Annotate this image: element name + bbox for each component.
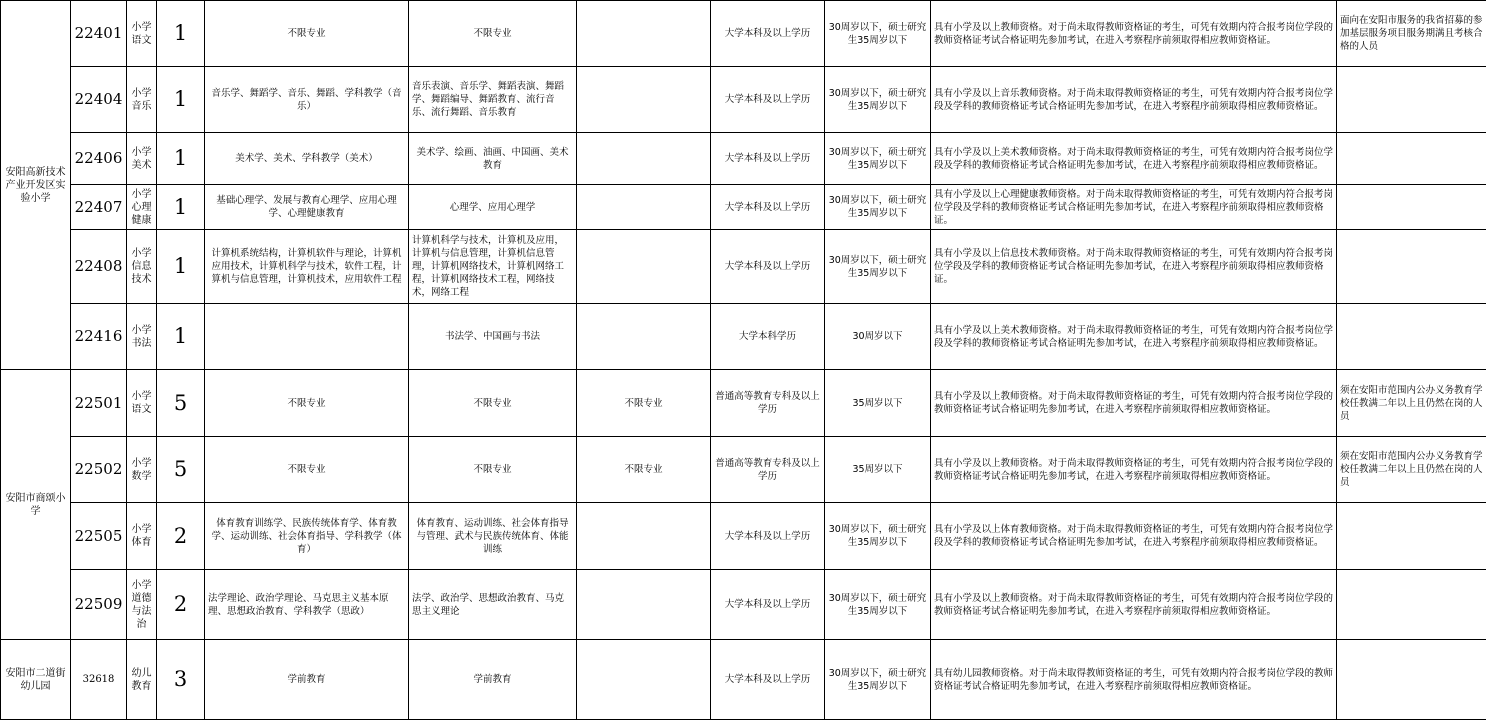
education: 大学本科及以上学历: [711, 503, 825, 570]
note: 须在安阳市范围内公办义务教育学校任教满二年以上且仍然在岗的人员: [1337, 437, 1486, 503]
conditions: 具有小学及以上音乐教师资格。对于尚未取得教师资格证的考生，可凭有效期内符合报考岗位学段及学科的教师资格证考试合格证明先参加考试，在进入考察程序前须取得相应教师资格证。: [931, 67, 1337, 133]
post-code: 22416: [71, 304, 127, 370]
conditions: 具有小学及以上心理健康教师资格。对于尚未取得教师资格证的考生，可凭有效期内符合报考岗位学段及学科的教师资格证考试合格证明先参加考试，在进入考察程序前须取得相应教师资格证。: [931, 185, 1337, 230]
age-limit: 30周岁以下，硕士研究生35周岁以下: [825, 1, 931, 67]
unit-name: 安阳市二道街幼儿园: [1, 640, 71, 720]
age-limit: 30周岁以下，硕士研究生35周岁以下: [825, 185, 931, 230]
post-code: 22502: [71, 437, 127, 503]
note: [1337, 503, 1486, 570]
education: 大学本科及以上学历: [711, 133, 825, 185]
education: 大学本科及以上学历: [711, 185, 825, 230]
table-row: [1, 370, 1486, 437]
major-other: [577, 570, 711, 640]
education: 大学本科及以上学历: [711, 67, 825, 133]
hire-count: 3: [157, 640, 205, 720]
post-code: 22407: [71, 185, 127, 230]
conditions: 具有小学及以上教师资格。对于尚未取得教师资格证的考生，可凭有效期内符合报考岗位学段的教师资格证考试合格证明先参加考试，在进入考察程序前须取得相应教师资格证。: [931, 370, 1337, 437]
note: 面向在安阳市服务的我省招募的参加基层服务项目服务期满且考核合格的人员: [1337, 1, 1486, 67]
major-college: [205, 304, 409, 370]
conditions: 具有小学及以上美术教师资格。对于尚未取得教师资格证的考生，可凭有效期内符合报考岗位学段及学科的教师资格证考试合格证明先参加考试，在进入考察程序前须取得相应教师资格证。: [931, 304, 1337, 370]
post-name: 小学体育: [127, 503, 157, 570]
hire-count: 1: [157, 304, 205, 370]
major-college: 不限专业: [205, 437, 409, 503]
table-row: [1, 67, 1486, 133]
age-limit: 35周岁以下: [825, 437, 931, 503]
conditions: 具有小学及以上教师资格。对于尚未取得教师资格证的考生，可凭有效期内符合报考岗位学段的教师资格证考试合格证明先参加考试，在进入考察程序前须取得相应教师资格证。: [931, 570, 1337, 640]
table-row: [1, 304, 1486, 370]
major-grad: 法学、政治学、思想政治教育、马克思主义理论: [409, 570, 577, 640]
conditions: 具有小学及以上教师资格。对于尚未取得教师资格证的考生，可凭有效期内符合报考岗位学段的教师资格证考试合格证明先参加考试，在进入考察程序前须取得相应教师资格证。: [931, 1, 1337, 67]
note: [1337, 230, 1486, 304]
post-code: 22501: [71, 370, 127, 437]
major-college: 不限专业: [205, 370, 409, 437]
major-other: [577, 304, 711, 370]
table-row: [1, 570, 1486, 640]
major-grad: 音乐表演、音乐学、舞蹈表演、舞蹈学、舞蹈编导、舞蹈教育、流行音乐、流行舞蹈、音乐教育: [409, 67, 577, 133]
age-limit: 30周岁以下，硕士研究生35周岁以下: [825, 503, 931, 570]
education: 大学本科及以上学历: [711, 1, 825, 67]
major-other: 不限专业: [577, 437, 711, 503]
age-limit: 30周岁以下，硕士研究生35周岁以下: [825, 133, 931, 185]
post-name: 小学音乐: [127, 67, 157, 133]
education: 大学本科学历: [711, 304, 825, 370]
hire-count: 1: [157, 1, 205, 67]
note: [1337, 133, 1486, 185]
major-college: 美术学、美术、学科教学（美术）: [205, 133, 409, 185]
post-name: 小学美术: [127, 133, 157, 185]
table-row: [1, 437, 1486, 503]
major-grad: 不限专业: [409, 437, 577, 503]
major-other: [577, 133, 711, 185]
major-college: 体育教育训练学、民族传统体育学、体育教学、运动训练、社会体育指导、学科教学（体育）: [205, 503, 409, 570]
major-college: 音乐学、舞蹈学、音乐、舞蹈、学科教学（音乐）: [205, 67, 409, 133]
major-college: 学前教育: [205, 640, 409, 720]
unit-name: 安阳高新技术产业开发区实验小学: [1, 1, 71, 370]
conditions: 具有小学及以上体育教师资格。对于尚未取得教师资格证的考生，可凭有效期内符合报考岗位学段及学科的教师资格证考试合格证明先参加考试，在进入考察程序前须取得相应教师资格证。: [931, 503, 1337, 570]
note: [1337, 185, 1486, 230]
table-row: [1, 503, 1486, 570]
post-code: 22509: [71, 570, 127, 640]
conditions: 具有小学及以上美术教师资格。对于尚未取得教师资格证的考生，可凭有效期内符合报考岗位学段及学科的教师资格证考试合格证明先参加考试，在进入考察程序前须取得相应教师资格证。: [931, 133, 1337, 185]
post-name: 小学心理健康: [127, 185, 157, 230]
hire-count: 2: [157, 570, 205, 640]
hire-count: 2: [157, 503, 205, 570]
post-code: 22404: [71, 67, 127, 133]
hire-count: 1: [157, 133, 205, 185]
major-grad: 体育教育、运动训练、社会体育指导与管理、武术与民族传统体育、体能训练: [409, 503, 577, 570]
major-college: 不限专业: [205, 1, 409, 67]
post-name: 小学书法: [127, 304, 157, 370]
major-other: [577, 67, 711, 133]
post-name: 小学道德与法治: [127, 570, 157, 640]
major-other: [577, 640, 711, 720]
post-code: 22406: [71, 133, 127, 185]
major-other: [577, 503, 711, 570]
conditions: 具有小学及以上教师资格。对于尚未取得教师资格证的考生，可凭有效期内符合报考岗位学段的教师资格证考试合格证明先参加考试，在进入考察程序前须取得相应教师资格证。: [931, 437, 1337, 503]
education: 普通高等教育专科及以上学历: [711, 370, 825, 437]
major-grad: 学前教育: [409, 640, 577, 720]
conditions: 具有幼儿园教师资格。对于尚未取得教师资格证的考生，可凭有效期内符合报考岗位学段的教师资格证考试合格证明先参加考试，在进入考察程序前须取得相应教师资格证。: [931, 640, 1337, 720]
hire-count: 1: [157, 185, 205, 230]
post-name: 小学语文: [127, 370, 157, 437]
note: [1337, 304, 1486, 370]
table-row: [1, 133, 1486, 185]
unit-name: 安阳市商颂小学: [1, 370, 71, 640]
major-other: 不限专业: [577, 370, 711, 437]
post-code: 22505: [71, 503, 127, 570]
age-limit: 30周岁以下，硕士研究生35周岁以下: [825, 67, 931, 133]
post-name: 小学数学: [127, 437, 157, 503]
age-limit: 30周岁以下: [825, 304, 931, 370]
post-code: 32618: [71, 640, 127, 720]
education: 普通高等教育专科及以上学历: [711, 437, 825, 503]
post-name: 幼儿教育: [127, 640, 157, 720]
education: 大学本科及以上学历: [711, 230, 825, 304]
hire-count: 1: [157, 230, 205, 304]
major-grad: 计算机科学与技术，计算机及应用，计算机与信息管理，计算机信息管理，计算机网络技术，计算机网络工程，计算机网络技术工程，网络技术，网络工程: [409, 230, 577, 304]
table-row: [1, 185, 1486, 230]
major-college: 法学理论、政治学理论、马克思主义基本原理、思想政治教育、学科教学（思政）: [205, 570, 409, 640]
conditions: 具有小学及以上信息技术教师资格。对于尚未取得教师资格证的考生，可凭有效期内符合报考岗位学段及学科的教师资格证考试合格证明先参加考试，在进入考察程序前须取得相应教师资格证。: [931, 230, 1337, 304]
major-other: [577, 1, 711, 67]
major-grad: 不限专业: [409, 1, 577, 67]
note: 须在安阳市范围内公办义务教育学校任教满二年以上且仍然在岗的人员: [1337, 370, 1486, 437]
major-college: 计算机系统结构，计算机软件与理论，计算机应用技术，计算机科学与技术，软件工程，计算机与信息管理，计算机技术，应用软件工程: [205, 230, 409, 304]
education: 大学本科及以上学历: [711, 640, 825, 720]
post-code: 22408: [71, 230, 127, 304]
note: [1337, 640, 1486, 720]
table-row: [1, 640, 1486, 720]
age-limit: 30周岁以下，硕士研究生35周岁以下: [825, 230, 931, 304]
hire-count: 1: [157, 67, 205, 133]
major-grad: 书法学、中国画与书法: [409, 304, 577, 370]
table-row: [1, 1, 1486, 67]
hire-count: 5: [157, 370, 205, 437]
age-limit: 30周岁以下，硕士研究生35周岁以下: [825, 570, 931, 640]
major-grad: 不限专业: [409, 370, 577, 437]
major-grad: 美术学、绘画、油画、中国画、美术教育: [409, 133, 577, 185]
post-name: 小学信息技术: [127, 230, 157, 304]
major-college: 基础心理学、发展与教育心理学、应用心理学、心理健康教育: [205, 185, 409, 230]
age-limit: 35周岁以下: [825, 370, 931, 437]
age-limit: 30周岁以下，硕士研究生35周岁以下: [825, 640, 931, 720]
post-name: 小学语文: [127, 1, 157, 67]
education: 大学本科及以上学历: [711, 570, 825, 640]
post-code: 22401: [71, 1, 127, 67]
note: [1337, 67, 1486, 133]
note: [1337, 570, 1486, 640]
hire-count: 5: [157, 437, 205, 503]
major-grad: 心理学、应用心理学: [409, 185, 577, 230]
major-other: [577, 230, 711, 304]
table-row: [1, 230, 1486, 304]
major-other: [577, 185, 711, 230]
